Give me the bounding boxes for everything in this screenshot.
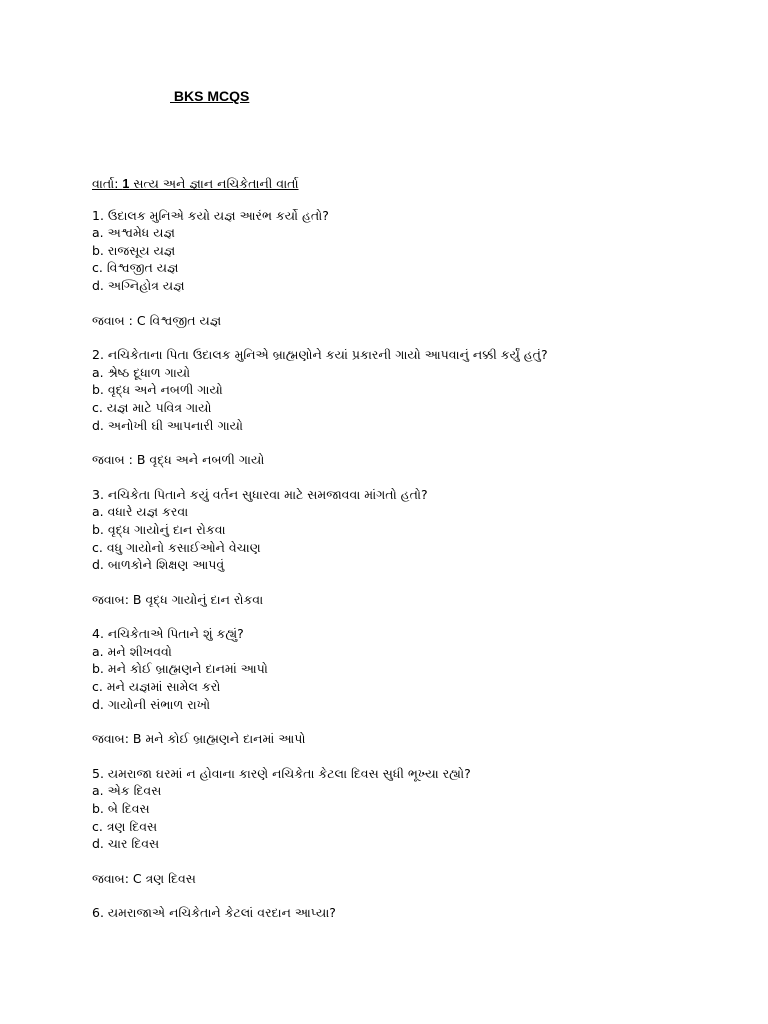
question-text: 5. યમરાજા ઘરમાં ન હોવાના કારણે નચિકેતા કેટલા દિવસ સુધી ભૂખ્યા રહ્યો? <box>92 765 471 781</box>
document-content <box>92 175 732 939</box>
option-d: d. અનોખી ઘી આપનારી ગાયો <box>92 417 243 433</box>
story-name: સત્ય અને જ્ઞાન નચિકેતાની વાર્તા <box>129 176 299 191</box>
option-a: a. અશ્વમેધ યજ્ઞ <box>92 225 175 241</box>
option-d: d. ગાયોની સંભાળ રાખો <box>92 696 211 712</box>
question-text: 4. નચિકેતાએ પિતાને શું કહ્યું? <box>92 626 244 642</box>
option-d: d. બાળકોને શિક્ષણ આપવું <box>92 557 225 573</box>
answer-line: જવાબ: B વૃદ્ધ ગાયોનું દાન રોકવા <box>92 591 264 607</box>
question-text: 1. ઉદાલક મુનિએ કયો યજ્ઞ આરંભ કર્યો હતો? <box>92 207 329 223</box>
answer-line: જવાબ : B વૃદ્ધ અને નબળી ગાયો <box>92 452 265 468</box>
question-text: 6. યમરાજાએ નચિકેતાને કેટલાં વરદાન આપ્યા? <box>92 905 336 921</box>
option-a: a. મને શીખવવો <box>92 643 172 659</box>
answer-line: જવાબ: B મને કોઈ બ્રાહ્મણને દાનમાં આપો <box>92 731 306 747</box>
option-c: c. વિશ્વજીત યજ્ઞ <box>92 260 179 276</box>
option-c: c. વધુ ગાયોનો કસાઈઓને વેચાણ <box>92 539 261 555</box>
option-c: c. મને યજ્ઞમાં સામેલ કરો <box>92 679 221 695</box>
option-a: a. એક દિવસ <box>92 783 162 799</box>
answer-line: જવાબ: C ત્રણ દિવસ <box>92 870 196 886</box>
option-b: b. વૃદ્ધ અને નબળી ગાયો <box>92 382 223 398</box>
option-c: c. યજ્ઞ માટે પવિત્ર ગાયો <box>92 399 212 415</box>
option-c: c. ત્રણ દિવસ <box>92 818 158 834</box>
question-block <box>92 765 732 853</box>
option-b: b. રાજસૂય યજ્ઞ <box>92 242 176 258</box>
question-block <box>92 346 732 434</box>
option-b: b. વૃદ્ધ ગાયોનું દાન રોકવા <box>92 521 226 537</box>
question-text: 2. નચિકેતાના પિતા ઉદાલક મુનિએ બ્રાહ્મણોને કયાં પ્રકારની ગાયો આપવાનું નક્કી કર્યું હતું? <box>92 347 548 363</box>
option-a: a. વધારે યજ્ઞ કરવા <box>92 504 189 520</box>
question-text: 3. નચિકેતા પિતાને કયું વર્તન સુધારવા માટે સમજાવવા માંગતો હતો? <box>92 486 428 502</box>
question-block <box>92 904 732 922</box>
story-prefix: વાર્તા: <box>92 176 123 191</box>
option-b: b. મને કોઈ બ્રાહ્મણને દાનમાં આપો <box>92 661 268 677</box>
option-a: a. શ્રેષ્ઠ દૂધાળ ગાયો <box>92 364 191 380</box>
document-title: BKS MCQS <box>170 88 250 104</box>
option-d: d. અગ્નિહોત્ર યજ્ઞ <box>92 277 185 293</box>
option-d: d. ચાર દિવસ <box>92 836 160 852</box>
story-heading <box>92 175 732 193</box>
question-block <box>92 625 732 713</box>
question-block <box>92 207 732 295</box>
question-block <box>92 486 732 574</box>
answer-line: જવાબ : C વિશ્વજીત યજ્ઞ <box>92 312 222 328</box>
option-b: b. બે દિવસ <box>92 801 150 817</box>
story-number: 1 <box>122 177 130 191</box>
